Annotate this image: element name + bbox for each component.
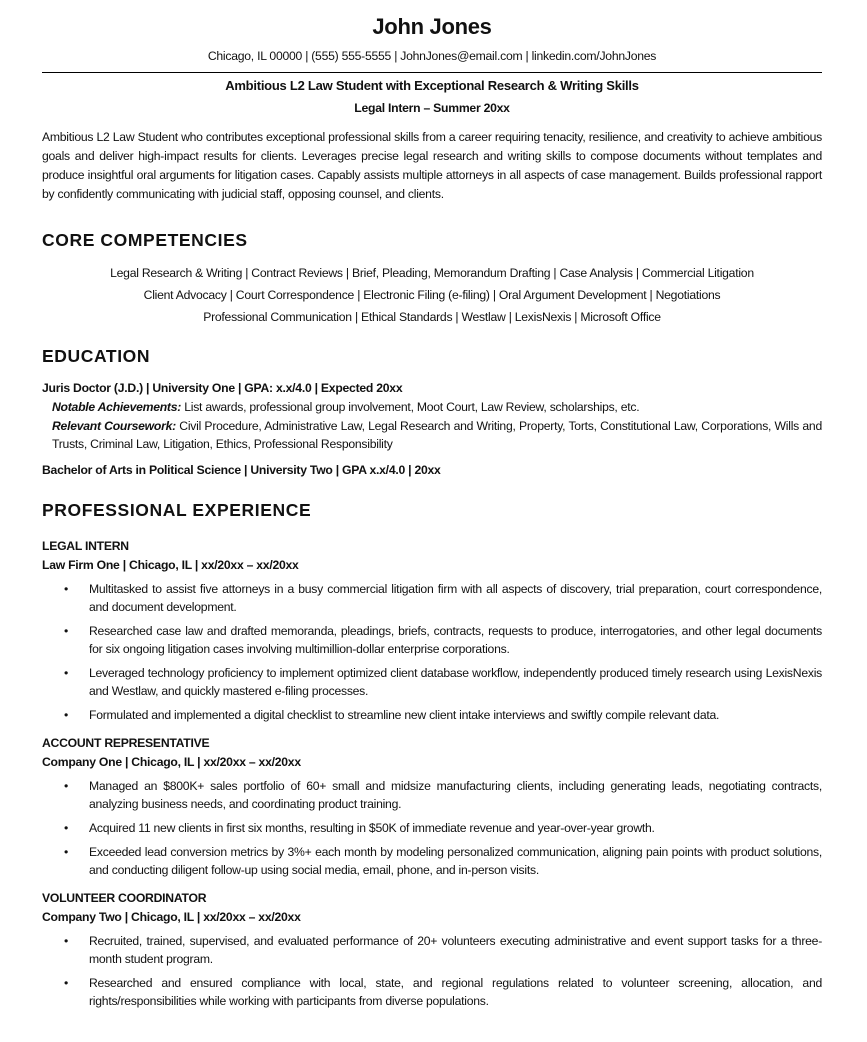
experience-list xyxy=(42,537,822,1010)
bullet-text: Exceeded lead conversion metrics by 3%+ each month by modeling personalized communication, aligning pain points with product solutions, and conducting diligent follow-up using social media, email, phone, and in-person visits. xyxy=(89,845,822,878)
bullet-text: Recruited, trained, supervised, and evaluated performance of 20+ volunteers executing administrative and event support tasks for a three-month student program. xyxy=(89,934,822,967)
job-bullets xyxy=(42,932,822,1010)
competencies-list xyxy=(42,262,822,328)
bullet-icon: • xyxy=(64,845,69,860)
list-item xyxy=(64,974,822,1010)
section-heading-experience: PROFESSIONAL EXPERIENCE xyxy=(42,500,312,521)
list-item xyxy=(64,777,822,813)
bullet-text: Researched case law and drafted memoranda, pleadings, briefs, contracts, requests to produce, interrogatories, and other legal documents for six ongoing litigation cases involving multimillion-dollar enterprise corporations. xyxy=(89,624,822,657)
bullet-icon: • xyxy=(64,821,69,836)
bullet-icon: • xyxy=(64,934,69,949)
target-position: Legal Intern – Summer 20xx xyxy=(354,101,510,115)
summary: Ambitious L2 Law Student who contributes exceptional professional skills from a career requiring tenacity, resilience, and creativity to achieve ambitious goals and deliver high-impact results for clients. Leverages precise legal research and writing skills to compose documents without templates and produce insightful oral arguments for litigation cases. Capably assists multiple attorneys in all aspects of case management. Builds professional rapport by confidently communicating with judicial staff, opposing counsel, and clients. xyxy=(42,130,822,201)
bullet-text: Acquired 11 new clients in first six months, resulting in $50K of immediate revenue and year-over-year growth. xyxy=(89,821,655,836)
job-title: LEGAL INTERN xyxy=(42,539,129,554)
achievements-label: Notable Achievements: xyxy=(52,400,182,414)
coursework-text: Civil Procedure, Administrative Law, Legal Research and Writing, Property, Torts, Constitutional Law, Corporations, Wills and Trusts, Criminal Law, Litigation, Ethics, Professional Responsibility xyxy=(52,418,822,452)
job-entry xyxy=(42,734,822,879)
bullet-text: Researched and ensured compliance with local, state, and regional regulations related to volunteer screening, allocation, and rights/responsibilities while working with participants from diverse populations. xyxy=(89,976,822,1009)
bullet-icon: • xyxy=(64,779,69,794)
job-title: VOLUNTEER COORDINATOR xyxy=(42,891,207,906)
degree-ba: Bachelor of Arts in Political Science | University Two | GPA x.x/4.0 | 20xx xyxy=(42,463,441,478)
job-entry xyxy=(42,889,822,1010)
bullet-icon: • xyxy=(64,708,69,723)
list-item xyxy=(64,622,822,658)
section-heading-education: EDUCATION xyxy=(42,346,151,366)
list-item xyxy=(64,664,822,700)
bullet-text: Managed an $800K+ sales portfolio of 60+ small and midsize manufacturing clients, including generating leads, negotiating contracts, analyzing business needs, and coordinating product training. xyxy=(89,779,822,812)
section-heading-competencies: CORE COMPETENCIES xyxy=(42,230,248,250)
bullet-icon: • xyxy=(64,624,69,639)
bullet-text: Leveraged technology proficiency to implement optimized client database workflow, independently produced timely research using LexisNexis and Westlaw, and quickly mastered e-filing processes. xyxy=(89,666,822,699)
header-divider xyxy=(42,72,822,73)
list-item xyxy=(64,932,822,968)
job-organization: Law Firm One | Chicago, IL | xx/20xx – xx/20xx xyxy=(42,558,299,573)
job-bullets xyxy=(42,777,822,879)
job-entry xyxy=(42,537,822,724)
bullet-icon: • xyxy=(64,666,69,681)
competencies-line: Professional Communication | Ethical Standards | Westlaw | LexisNexis | Microsoft Office xyxy=(203,310,661,324)
achievements-text: List awards, professional group involvement, Moot Court, Law Review, scholarships, etc. xyxy=(181,400,640,414)
job-bullets xyxy=(42,580,822,724)
job-title: ACCOUNT REPRESENTATIVE xyxy=(42,736,210,751)
bullet-text: Multitasked to assist five attorneys in a busy commercial litigation firm with all aspects of discovery, trial preparation, court correspondence, and document development. xyxy=(89,582,822,615)
list-item xyxy=(64,580,822,616)
bullet-text: Formulated and implemented a digital checklist to streamline new client intake interviews and swiftly compile relevant data. xyxy=(89,708,720,723)
candidate-name: John Jones xyxy=(372,14,492,39)
competencies-line: Legal Research & Writing | Contract Reviews | Brief, Pleading, Memorandum Drafting | Case Analysis | Commercial Litigation xyxy=(110,266,754,280)
job-organization: Company Two | Chicago, IL | xx/20xx – xx/20xx xyxy=(42,910,301,925)
notable-achievements xyxy=(42,398,822,417)
coursework-label: Relevant Coursework: xyxy=(52,418,176,433)
contact-info: Chicago, IL 00000 | (555) 555-5555 | JohnJones@email.com | linkedin.com/JohnJones xyxy=(207,49,657,63)
degree-jd: Juris Doctor (J.D.) | University One | GPA: x.x/4.0 | Expected 20xx xyxy=(42,381,403,395)
list-item xyxy=(64,819,822,837)
headline: Ambitious L2 Law Student with Exceptional Research & Writing Skills xyxy=(225,78,639,93)
relevant-coursework xyxy=(42,417,822,454)
list-item xyxy=(64,706,822,724)
bullet-icon: • xyxy=(64,976,69,991)
competencies-line: Client Advocacy | Court Correspondence | Electronic Filing (e-filing) | Oral Argument Development | Negotiations xyxy=(143,288,721,302)
job-organization: Company One | Chicago, IL | xx/20xx – xx/20xx xyxy=(42,755,301,770)
bullet-icon: • xyxy=(64,582,69,597)
list-item xyxy=(64,843,822,879)
